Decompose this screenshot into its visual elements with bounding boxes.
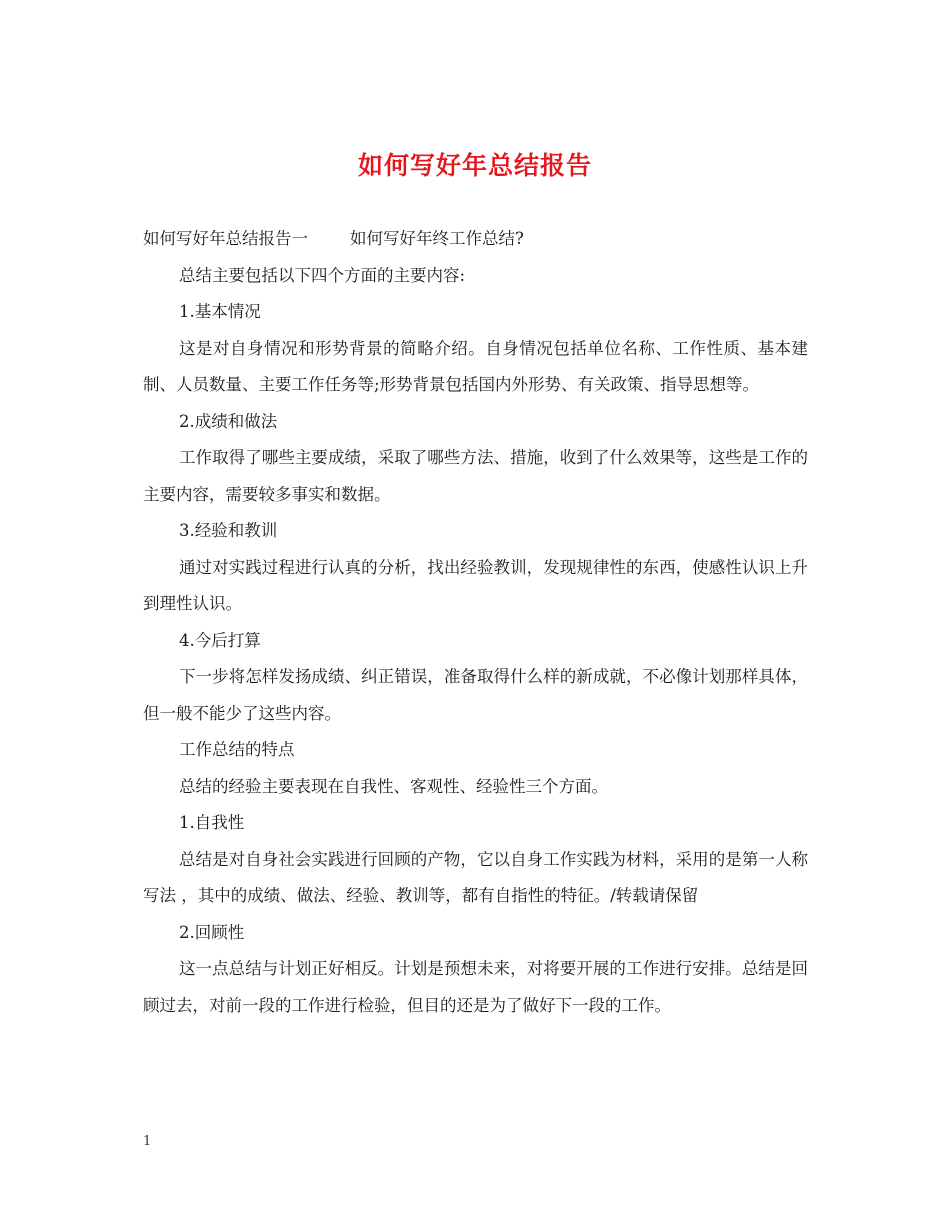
- section-heading: 3.经验和教训: [179, 521, 278, 540]
- paragraph: 通过对实践过程进行认真的分析，找出经验教训，发现规律性的东西，使感性认识上升到理性认识。: [143, 557, 808, 613]
- paragraph: 工作取得了哪些主要成绩，采取了哪些方法、措施，收到了什么效果等，这些是工作的主要内容，需要较多事实和数据。: [143, 448, 808, 504]
- paragraph: 总结主要包括以下四个方面的主要内容:: [179, 265, 466, 285]
- section-heading: 工作总结的特点: [179, 740, 295, 759]
- intro-part-2: 如何写好年终工作总结?: [350, 229, 524, 248]
- document-title: 如何写好年总结报告: [357, 151, 592, 180]
- paragraph: 这一点总结与计划正好相反。计划是预想未来，对将要开展的工作进行安排。总结是回顾过去，对前一段的工作进行检验，但目的还是为了做好下一段的工作。: [143, 959, 808, 1015]
- document-body: [143, 221, 808, 1024]
- paragraph: 总结是对自身社会实践进行回顾的产物，它以自身工作实践为材料，采用的是第一人称写法 ，其中的成绩、做法、经验、教训等，都有自指性的特征。/转载请保留: [143, 849, 808, 905]
- page-number: 1: [143, 1134, 152, 1149]
- section-heading: 2.回顾性: [179, 922, 245, 942]
- section-heading: 1.自我性: [179, 813, 245, 832]
- paragraph: 这是对自身情况和形势背景的简略介绍。自身情况包括单位名称、工作性质、基本建制、人员数量、主要工作任务等;形势背景包括国内外形势、有关政策、指导思想等。: [143, 338, 808, 394]
- paragraph: 下一步将怎样发扬成绩、纠正错误，准备取得什么样的新成就，不必像计划那样具体，但一般不能少了这些内容。: [143, 667, 808, 723]
- intro-line: [143, 221, 808, 258]
- paragraph: 总结的经验主要表现在自我性、客观性、经验性三个方面。: [179, 776, 608, 796]
- intro-part-1: 如何写好年总结报告一: [143, 229, 308, 248]
- section-heading: 4.今后打算: [179, 630, 261, 650]
- section-heading: 1.基本情况: [179, 302, 261, 321]
- section-heading: 2.成绩和做法: [179, 411, 278, 431]
